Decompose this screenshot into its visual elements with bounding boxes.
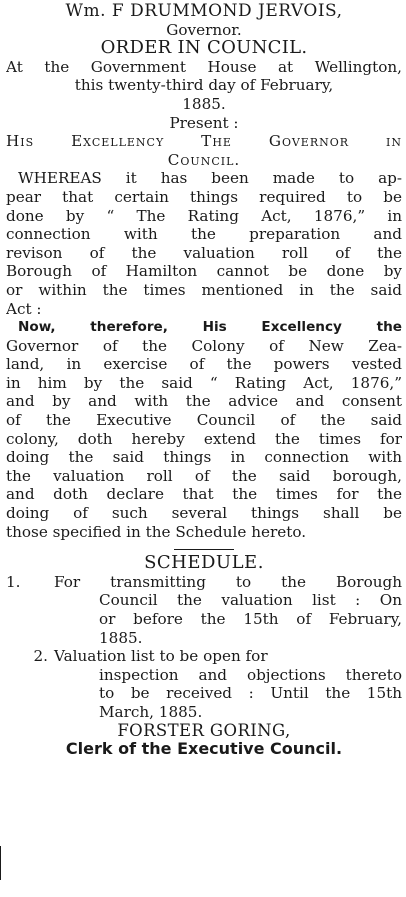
schedule-item-2 [6,647,402,721]
whereas-line: connection with the preparation and [6,225,402,244]
schedule-item-line: inspection and objections thereto [99,665,402,684]
schedule-item-first-line [6,573,402,592]
therefore-line: land, in exercise of the powers vested [6,355,402,374]
schedule-item-number: 2. [33,647,48,666]
present-label: Present : [169,113,239,132]
governor-name: Wm. F DRUMMOND JERVOIS, [65,2,343,21]
schedule-item-line: March, 1885. [99,702,203,721]
schedule-item-line: Council the valuation list : On [99,591,402,610]
therefore-line: the valuation roll of the said borough, [6,466,402,485]
therefore-line: of the Executive Council of the said [6,411,402,430]
whereas-line: revison of the valuation roll of the [6,243,402,262]
order-title: ORDER IN COUNCIL. [100,39,308,58]
signatory-name: FORSTER GORING, [117,721,291,740]
therefore-line: colony, doth hereby extend the times for [6,429,402,448]
present-line-1: His Excellency The Governor in [6,132,402,151]
therefore-line: in him by the said “ Rating Act, 1876,” [6,373,402,392]
signatory-title: Clerk of the Executive Council. [65,740,343,759]
location-line-3: 1885. [182,94,226,113]
column-rule [0,846,1,880]
schedule-title: SCHEDULE. [144,554,264,573]
whereas-line: Act : [6,299,42,318]
present-line-2: Council. [167,150,241,169]
schedule-item-line: to be received : Until the 15th [99,684,402,703]
whereas-line: done by “ The Rating Act, 1876,” in [6,206,402,225]
therefore-line: doing the said things in connection with [6,448,402,467]
schedule-item-1 [6,573,402,647]
therefore-line: Now, therefore, His Excellency the [18,319,402,336]
governor-title: Governor. [166,20,242,39]
section-divider [174,549,234,550]
whereas-line: pear that certain things required to be [6,187,402,206]
whereas-line: Borough of Hamilton cannot be done by [6,262,402,281]
schedule-item-text: For transmitting to the Borough [54,572,402,591]
therefore-line: Governor of the Colony of New Zea- [6,336,402,355]
whereas-line: or within the times mentioned in the said [6,280,402,299]
therefore-line: doing of such several things shall be [6,504,402,523]
schedule-item-text: Valuation list to be open for [54,647,268,666]
schedule-item-number: 1. [6,572,21,591]
schedule-item-line: or before the 15th of February, [99,610,402,628]
location-line-1: At the Government House at Wellington, [6,57,402,76]
whereas-line: WHEREAS it has been made to ap- [18,169,402,188]
schedule-item-line: 1885. [99,628,143,647]
location-line-2: this twenty-third day of February, [74,76,334,95]
therefore-line: and doth declare that the times for the [6,485,402,504]
therefore-line: those specified in the Schedule hereto. [6,522,307,541]
schedule-item-first-line [6,647,402,666]
therefore-line: and by and with the advice and consent [6,392,402,411]
